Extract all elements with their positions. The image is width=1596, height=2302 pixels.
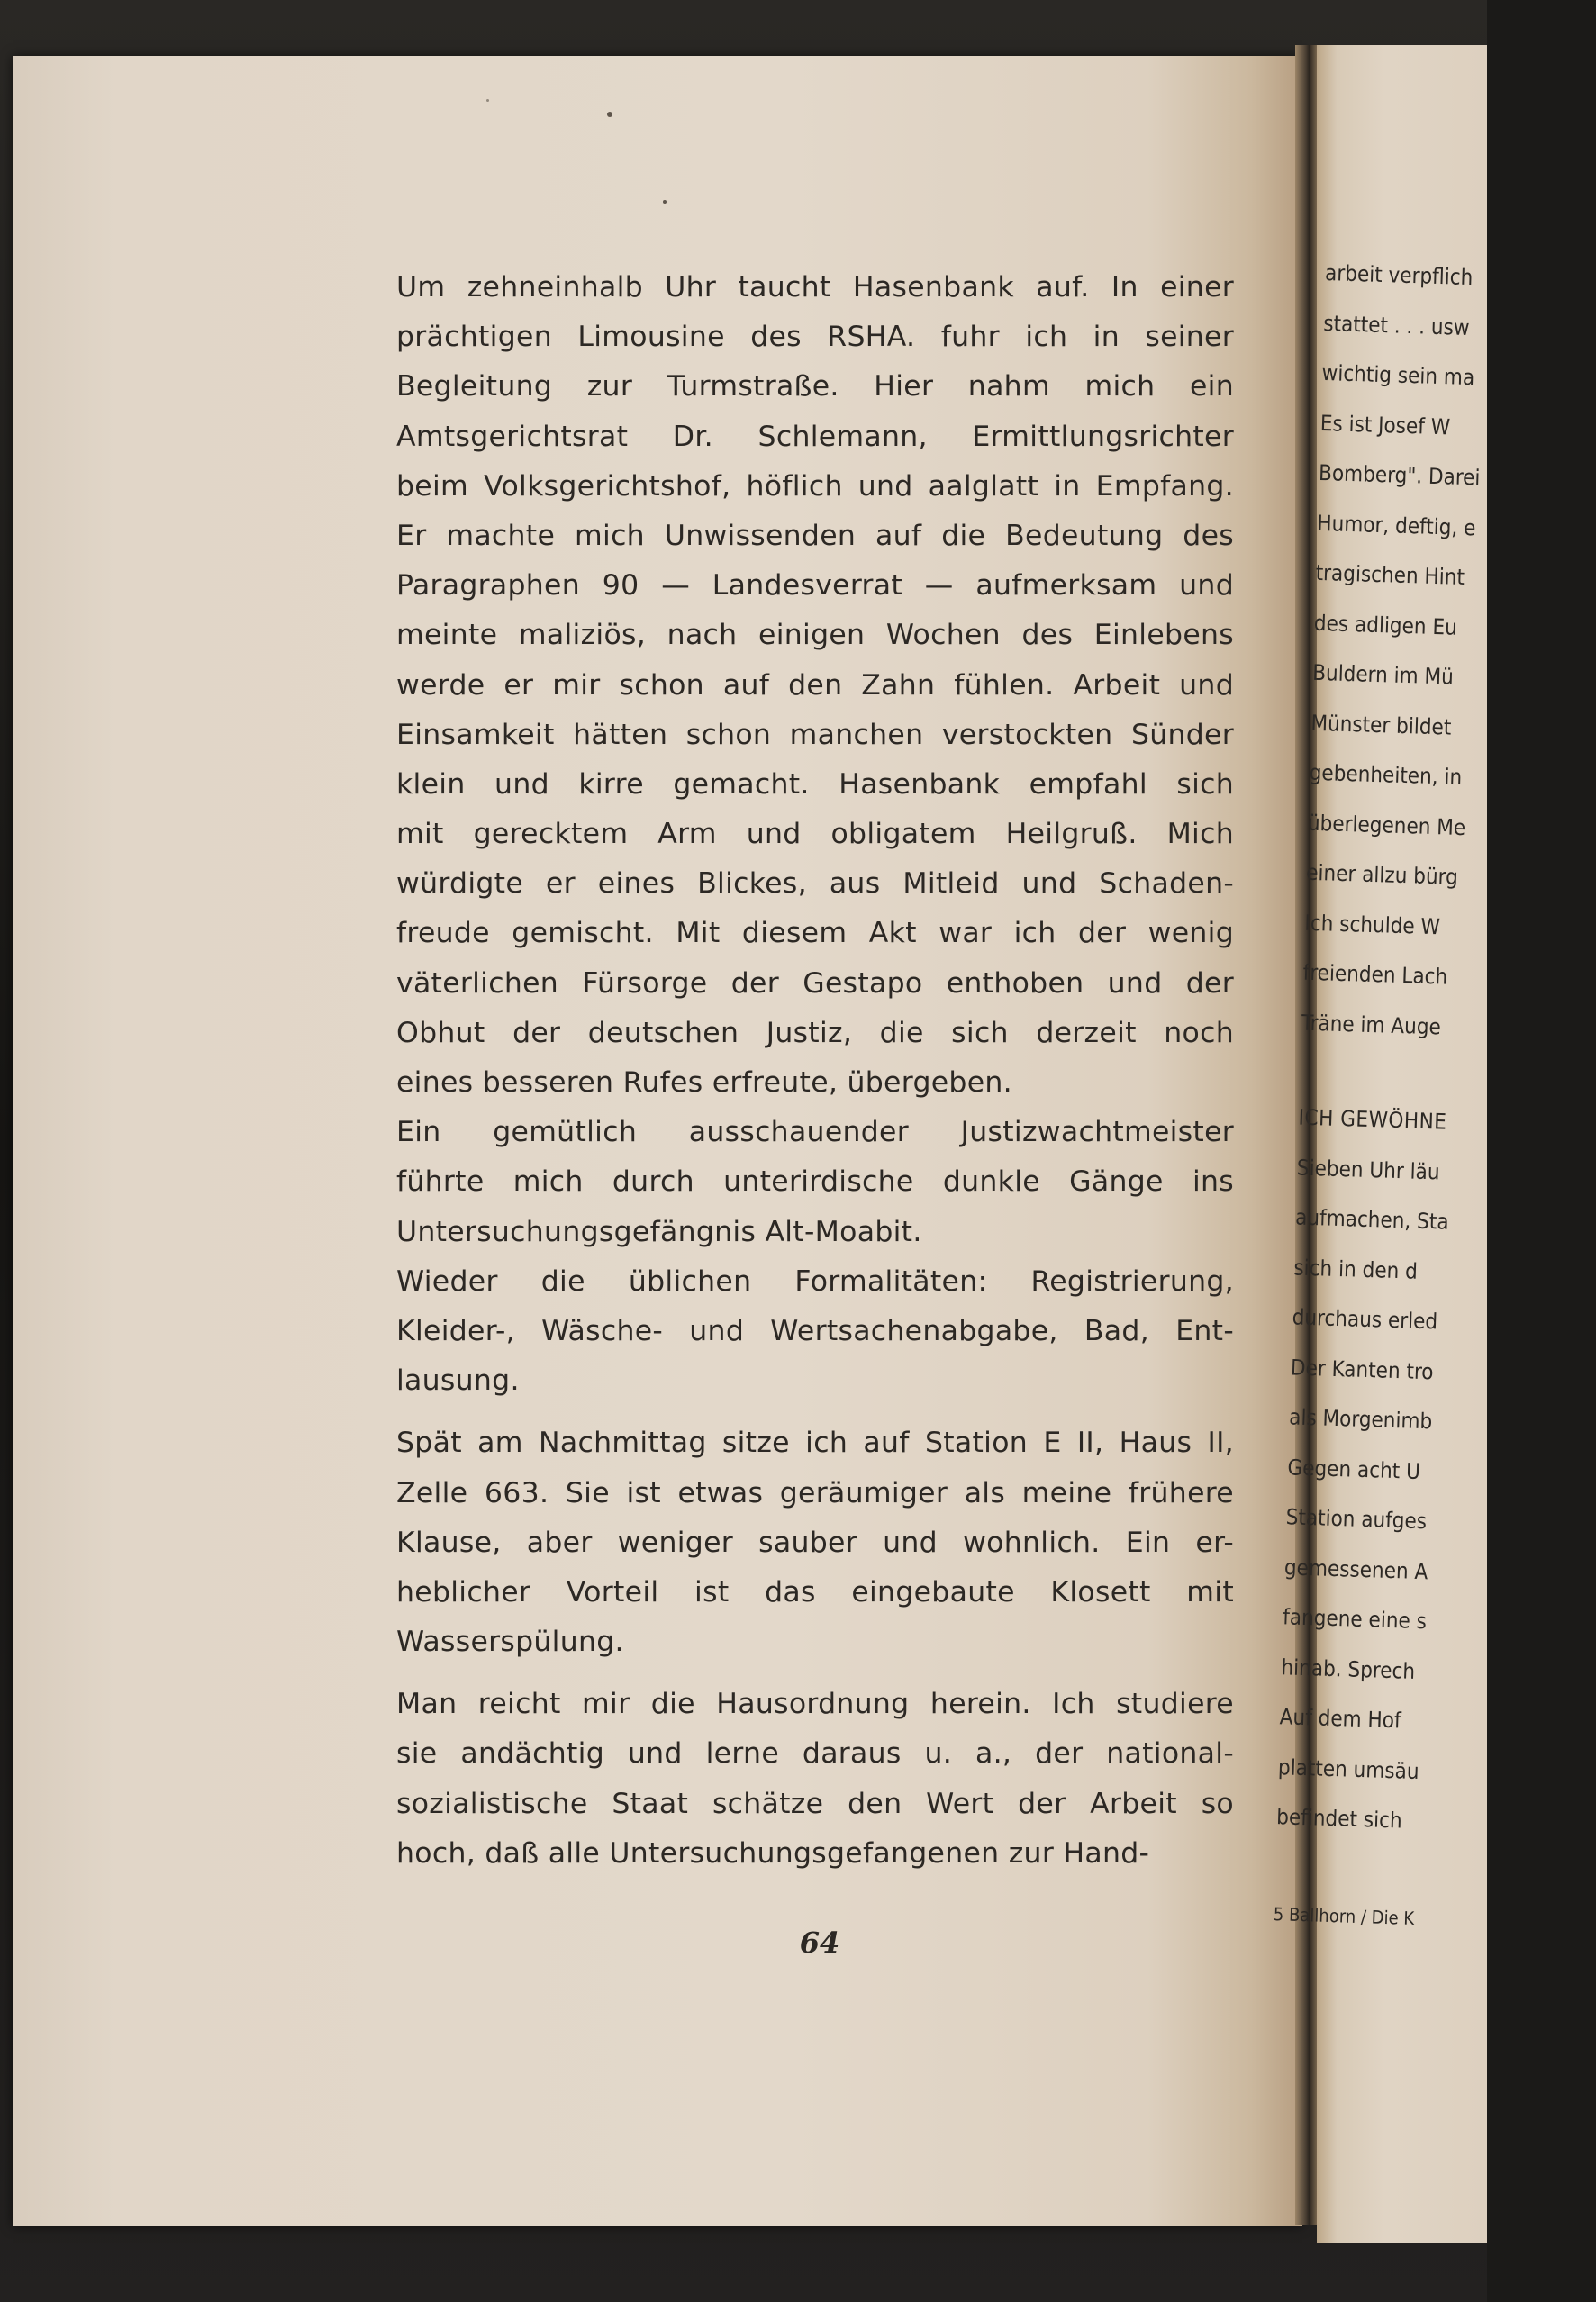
page-body-text (396, 263, 1234, 1879)
text-line: Wasserspülung. (396, 1626, 624, 1659)
paper-speck (486, 99, 489, 102)
text-line: Obhut der deutschen Justiz, die sich derzeit noch (396, 1016, 1234, 1049)
text-line: führte mich durch unterirdische dunkle Gänge ins (396, 1165, 1234, 1199)
text-line: Einsamkeit hätten schon manchen verstockten Sünder (396, 718, 1234, 751)
page-number: 64 (799, 1926, 840, 1960)
text-line: Um zehneinhalb Uhr taucht Hasenbank auf. In einer (396, 271, 1234, 304)
right-page-line: Träne im Auge (1301, 1010, 1442, 1039)
right-page-line: Buldern im Mü (1311, 659, 1455, 690)
right-page-line: durchaus erled (1292, 1304, 1438, 1335)
text-line: Begleitung zur Turmstraße. Hier nahm mich ein (396, 370, 1234, 403)
right-page-line: wichtig sein ma (1321, 359, 1475, 391)
text-line: sie andächtig und lerne daraus u. a., der national- (396, 1737, 1234, 1771)
paragraph (396, 1418, 1234, 1667)
text-line: sozialistische Staat schätze den Wert der Arbeit so (396, 1787, 1234, 1820)
text-line: werde er mir schon auf den Zahn fühlen. Arbeit und (396, 668, 1234, 702)
text-line: mit gerecktem Arm und obligatem Heilgruß. Mich (396, 818, 1234, 851)
text-line: Man reicht mir die Hausordnung herein. Ich studiere (396, 1688, 1234, 1721)
right-page-line: Ich schulde W (1304, 910, 1441, 939)
paragraph (396, 1257, 1234, 1407)
right-page-line: Sieben Uhr läu (1296, 1155, 1440, 1184)
text-line: Kleider-, Wäsche- und Wertsachenabgabe, Bad, Ent- (396, 1314, 1234, 1347)
paragraph (396, 1680, 1234, 1879)
right-page-footer: 5 Ballhorn / Die K (1273, 1902, 1415, 1929)
right-page-line: arbeit verpflich (1324, 259, 1474, 291)
text-line: würdigte er eines Blickes, aus Mitleid und Schaden- (396, 867, 1234, 901)
text-line: Untersuchungsgefängnis Alt-Moabit. (396, 1215, 922, 1248)
text-line: hoch, daß alle Untersuchungsgefangenen zur Hand- (396, 1836, 1150, 1870)
right-page-line: platten umsäu (1277, 1754, 1419, 1784)
text-line: heblicher Vorteil ist das eingebaute Klosett mit (396, 1575, 1234, 1609)
right-page-line: Auf dem Hof (1279, 1704, 1401, 1734)
right-page-heading: ICH GEWÖHNE (1298, 1104, 1447, 1135)
right-page-lines-bottom (1275, 1143, 1567, 1851)
right-page (1273, 45, 1487, 2243)
paper-speck (607, 112, 612, 117)
right-page-line: hinab. Sprech (1281, 1654, 1416, 1684)
text-line: Klause, aber weniger sauber und wohnlich. Ein er- (396, 1526, 1234, 1559)
right-page-line: Gegen acht U (1287, 1454, 1421, 1484)
text-line: prächtigen Limousine des RSHA. fuhr ich in seiner (396, 321, 1234, 354)
right-page-line: gemessenen A (1283, 1554, 1428, 1584)
right-page-line: Humor, deftig, e (1316, 510, 1476, 540)
right-page-line: freienden Lach (1302, 959, 1448, 990)
text-line: klein und kirre gemacht. Hasenbank empfahl sich (396, 767, 1234, 801)
right-page-line: aufmachen, Sta (1294, 1204, 1449, 1235)
text-line: väterlichen Fürsorge der Gestapo enthoben und der (396, 966, 1234, 1000)
text-line: Amtsgerichtsrat Dr. Schlemann, Ermittlungsrichter (396, 420, 1234, 453)
right-page-line: Münster bildet (1310, 710, 1452, 740)
right-page-line: gebenheiten, in (1309, 759, 1463, 791)
right-page-line: als Morgenimb (1288, 1404, 1433, 1435)
right-page-lines-top (1301, 249, 1596, 1056)
right-page-text (1273, 249, 1596, 1947)
text-line: Spät am Nachmittag sitze ich auf Station E II, Haus II, (396, 1427, 1234, 1460)
right-page-line: tragischen Hint (1315, 559, 1465, 591)
paragraph (396, 263, 1234, 1108)
right-page-line: fangene eine s (1282, 1604, 1428, 1635)
right-page-line: einer allzu bürg (1305, 859, 1459, 890)
text-line: Ein gemütlich ausschauender Justizwachtmeister (396, 1116, 1234, 1149)
right-page-line: überlegenen Me (1307, 810, 1466, 840)
right-page-line: des adligen Eu (1313, 610, 1458, 640)
paragraph (396, 1108, 1234, 1257)
right-page-line: sich in den d (1293, 1254, 1419, 1284)
text-line: Zelle 663. Sie ist etwas geräumiger als meine frühere (396, 1476, 1234, 1509)
text-line: eines besseren Rufes erfreute, übergeben. (396, 1066, 1012, 1099)
text-line: Paragraphen 90 — Landesverrat — aufmerksam und (396, 569, 1234, 603)
right-page-line: befindet sich (1275, 1804, 1403, 1834)
right-page-line: Station aufges (1285, 1504, 1428, 1535)
text-line: freude gemischt. Mit diesem Akt war ich der wenig (396, 917, 1234, 950)
right-page-line: Der Kanten tro (1290, 1354, 1434, 1384)
text-line: Wieder die üblichen Formalitäten: Registrierung, (396, 1264, 1234, 1298)
right-page-line: Bomberg". Darei (1318, 459, 1481, 491)
text-line: Er machte mich Unwissenden auf die Bedeutung des (396, 519, 1234, 552)
right-page-line: Es ist Josef W (1319, 410, 1451, 440)
text-line: meinte maliziös, nach einigen Wochen des Einlebens (396, 619, 1234, 652)
paper-speck (663, 200, 667, 204)
text-line: lausung. (396, 1364, 520, 1398)
text-line: beim Volksgerichtshof, höflich und aalglatt in Empfang. (396, 469, 1234, 503)
right-page-line: stattet . . . usw (1322, 310, 1470, 340)
